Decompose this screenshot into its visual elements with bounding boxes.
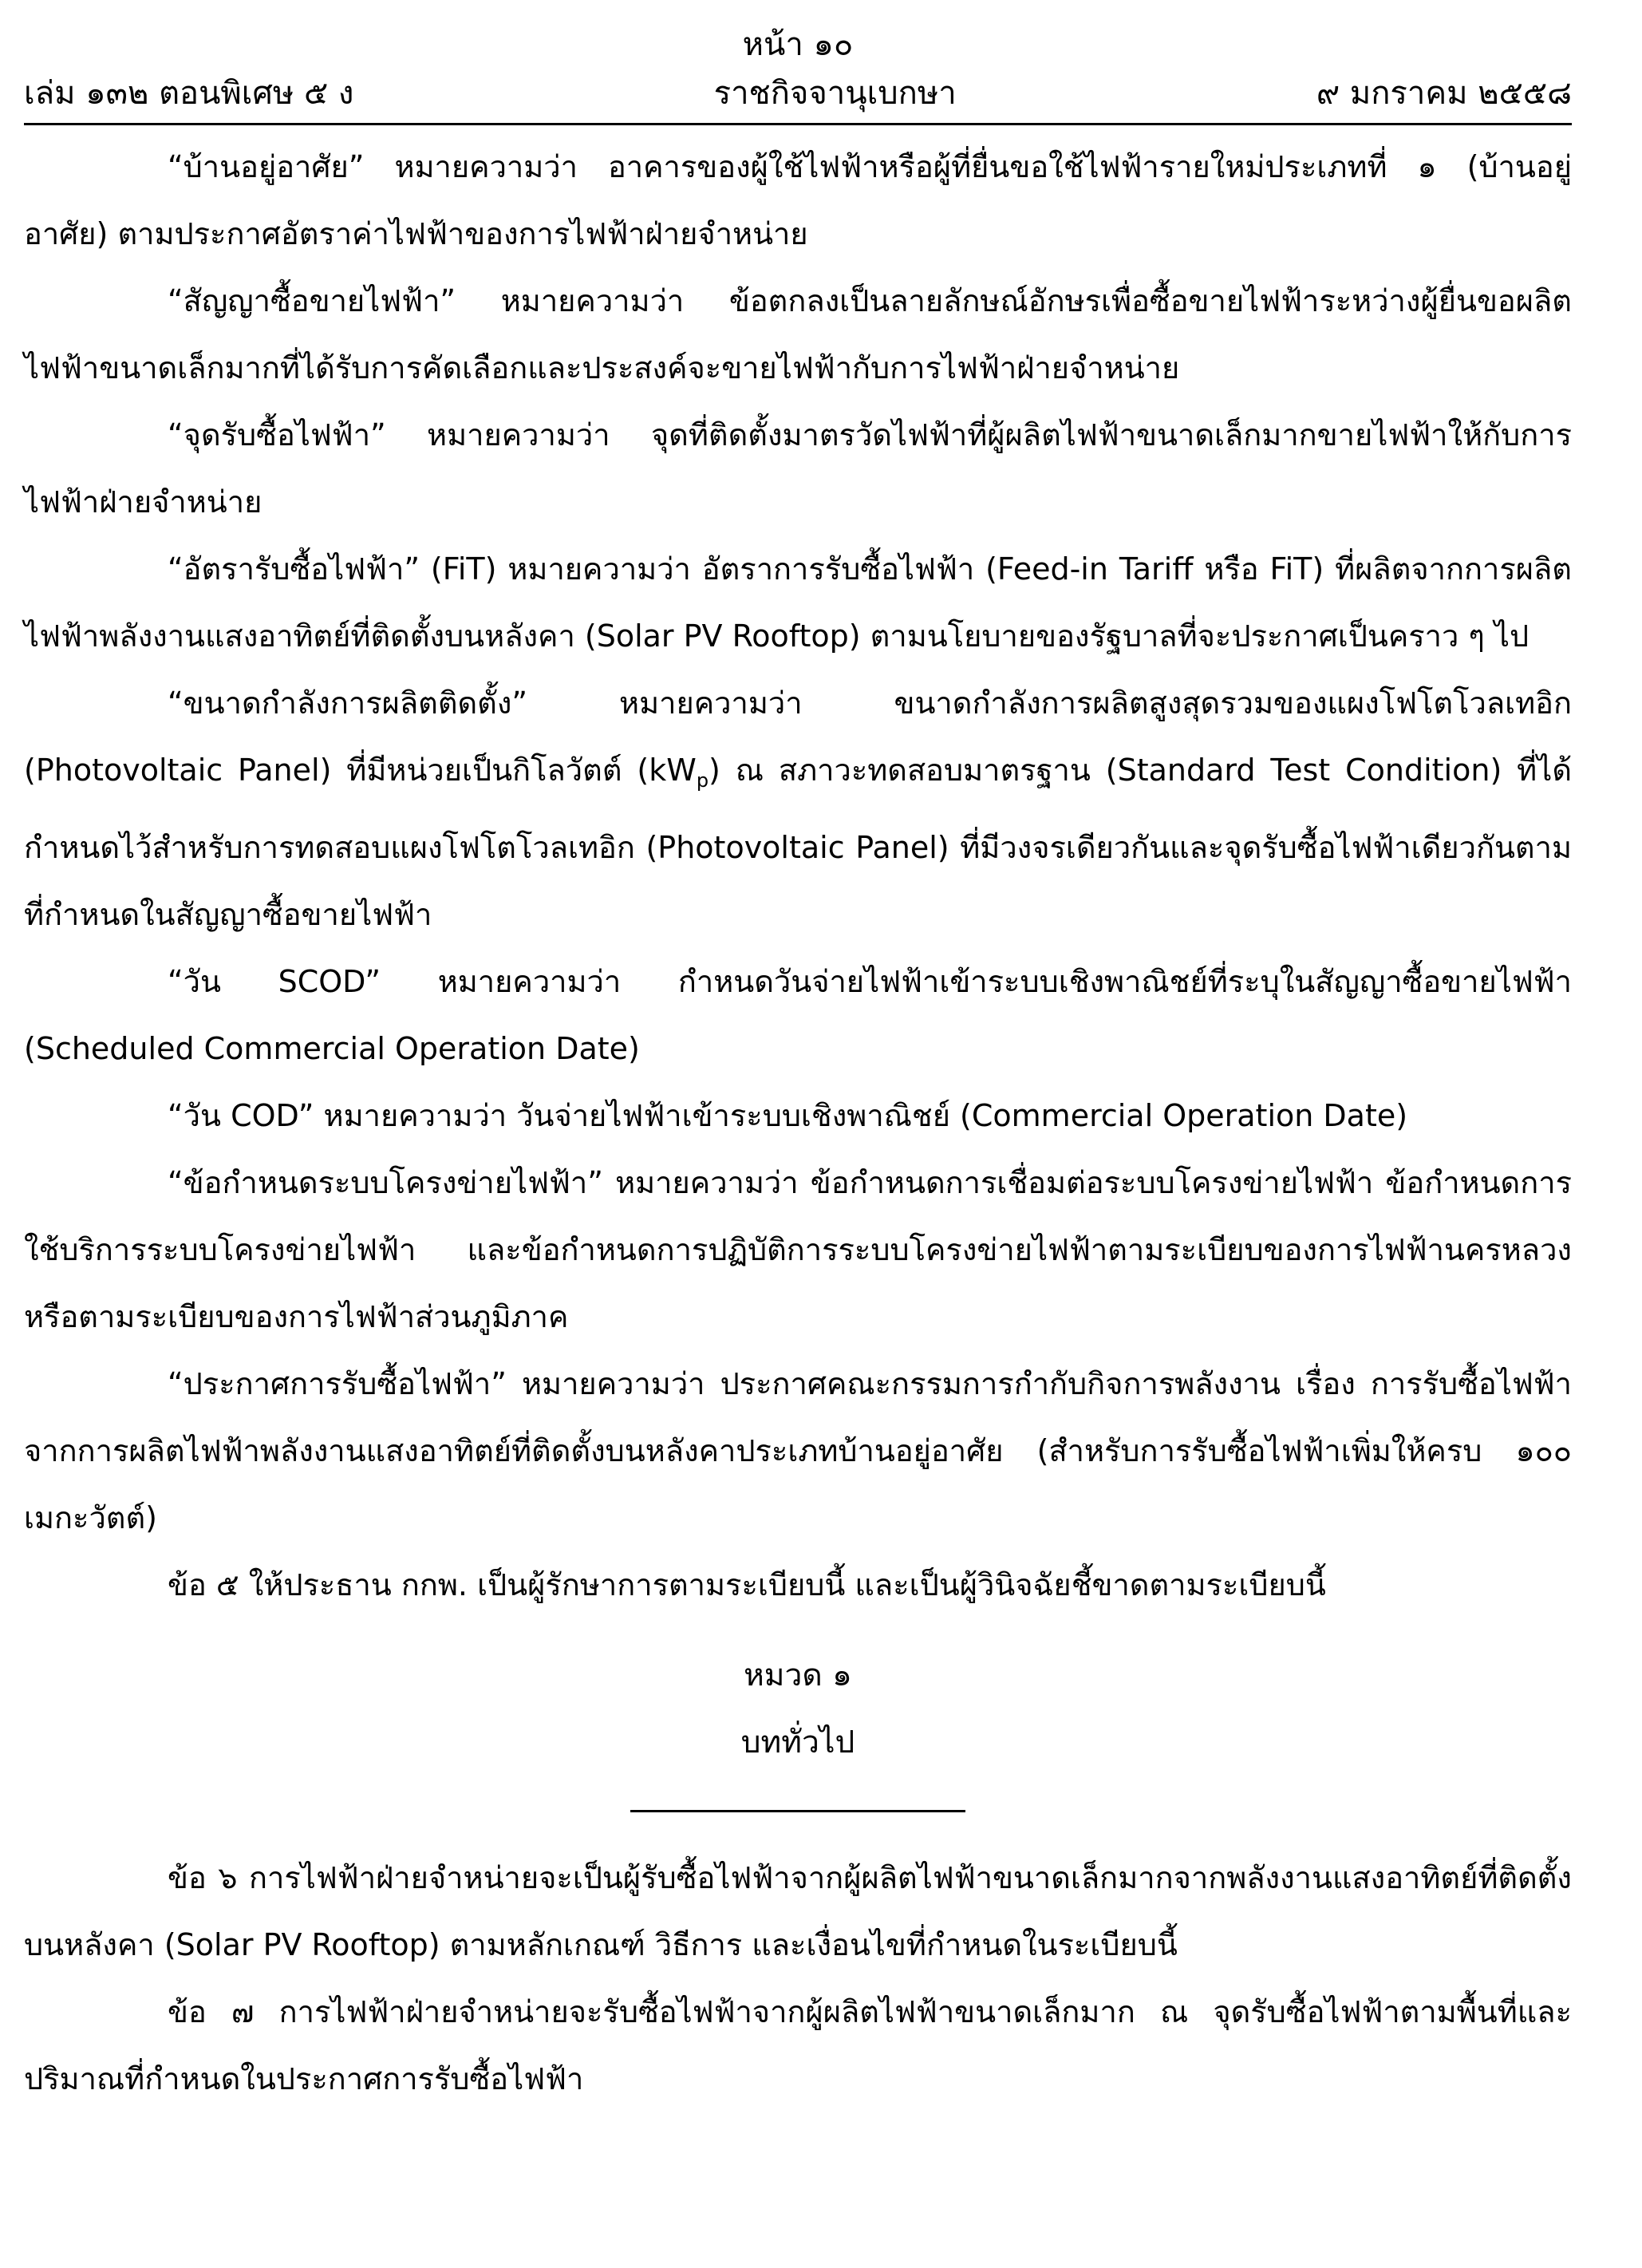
capacity-text-start: “ขนาดกำลังการผลิตติดตั้ง” หมายความว่า ขนาดกำลังการผลิตสูงสุดรวมของแผงโฟโตโวลเทอิก (Photovoltaic Panel) ที่มีหน่วยเป็นกิโลวัตต์ (kW	[24, 686, 1572, 788]
capacity-text-end: ) ณ สภาวะทดสอบมาตรฐาน (Standard Test Condition) ที่ได้กำหนดไว้สำหรับการทดสอบแผงโฟโตโวลเทอิก (Photovoltaic Panel) ที่มีวงจรเดียวกันและจุดรับซื้อไฟฟ้าเดียวกันตามที่กำหนดในสัญญาซื้อขายไฟฟ้า	[24, 753, 1573, 932]
chapter-number: หมวด ๑	[744, 1658, 852, 1693]
article-7: ข้อ ๗ การไฟฟ้าฝ่ายจำหน่ายจะรับซื้อไฟฟ้าจากผู้ผลิตไฟฟ้าขนาดเล็กมาก ณ จุดรับซื้อไฟฟ้าตามพื้นที่และปริมาณที่กำหนดในประกาศการรับซื้อไฟฟ้า	[24, 1994, 1572, 2096]
definition-purchase-announcement: “ประกาศการรับซื้อไฟฟ้า” หมายความว่า ประกาศคณะกรรมการกำกับกิจการพลังงาน เรื่อง การรับซื้อไฟฟ้าจากการผลิตไฟฟ้าพลังงานแสงอาทิตย์ที่ติดตั้งบนหลังคาประเภทบ้านอยู่อาศัย (สำหรับการรับซื้อไฟฟ้าเพิ่มให้ครบ ๑๐๐ เมกะวัตต์)	[24, 1366, 1572, 1535]
definition-residence: “บ้านอยู่อาศัย” หมายความว่า อาคารของผู้ใช้ไฟฟ้าหรือผู้ที่ยื่นขอใช้ไฟฟ้ารายใหม่ประเภทที่ ๑ (บ้านอยู่อาศัย) ตามประกาศอัตราค่าไฟฟ้าของการไฟฟ้าฝ่ายจำหน่าย	[24, 149, 1572, 251]
unit-subscript: p	[696, 769, 709, 792]
gazette-header	[24, 67, 1572, 120]
volume-issue: เล่ม ๑๓๒ ตอนพิเศษ ๕ ง	[24, 75, 354, 112]
gazette-page	[24, 22, 1572, 2112]
definition-installed-capacity	[24, 670, 1572, 948]
page-number: หน้า ๑๐	[742, 26, 854, 63]
article-5: ข้อ ๕ ให้ประธาน กกพ. เป็นผู้รักษาการตามระเบียบนี้ และเป็นผู้วินิจฉัยชี้ขาดตามระเบียบนี้	[168, 1567, 1326, 1602]
definition-metering-point: “จุดรับซื้อไฟฟ้า” หมายความว่า จุดที่ติดตั้งมาตรวัดไฟฟ้าที่ผู้ผลิตไฟฟ้าขนาดเล็กมากขายไฟฟ้าให้กับการไฟฟ้าฝ่ายจำหน่าย	[24, 417, 1572, 520]
chapter-divider	[630, 1810, 965, 1812]
definition-fit: “อัตรารับซื้อไฟฟ้า” (FiT) หมายความว่า อัตราการรับซื้อไฟฟ้า (Feed-in Tariff หรือ FiT) ที่ผลิตจากการผลิตไฟฟ้าพลังงานแสงอาทิตย์ที่ติดตั้งบนหลังคา (Solar PV Rooftop) ตามนโยบายของรัฐบาลที่จะประกาศเป็นคราว ๆ ไป	[24, 551, 1572, 654]
publication-date: ๙ มกราคม ๒๕๕๘	[1316, 75, 1572, 112]
header-divider	[24, 123, 1572, 125]
definition-cod: “วัน COD” หมายความว่า วันจ่ายไฟฟ้าเข้าระบบเชิงพาณิชย์ (Commercial Operation Date)	[168, 1098, 1408, 1133]
definition-ppa: “สัญญาซื้อขายไฟฟ้า” หมายความว่า ข้อตกลงเป็นลายลักษณ์อักษรเพื่อซื้อขายไฟฟ้าระหว่างผู้ยื่นขอผลิตไฟฟ้าขนาดเล็กมากที่ได้รับการคัดเลือกและประสงค์จะขายไฟฟ้ากับการไฟฟ้าฝ่ายจำหน่าย	[24, 283, 1572, 385]
gazette-title: ราชกิจจานุเบกษา	[713, 75, 957, 112]
article-6: ข้อ ๖ การไฟฟ้าฝ่ายจำหน่ายจะเป็นผู้รับซื้อไฟฟ้าจากผู้ผลิตไฟฟ้าขนาดเล็กมากจากพลังงานแสงอาทิตย์ที่ติดตั้งบนหลังคา (Solar PV Rooftop) ตามหลักเกณฑ์ วิธีการ และเงื่อนไขที่กำหนดในระเบียบนี้	[24, 1860, 1572, 1962]
chapter-title: บททั่วไป	[740, 1725, 855, 1760]
definition-scod: “วัน SCOD” หมายความว่า กำหนดวันจ่ายไฟฟ้าเข้าระบบเชิงพาณิชย์ที่ระบุในสัญญาซื้อขายไฟฟ้า (Scheduled Commercial Operation Date)	[24, 964, 1572, 1066]
chapter-heading	[24, 1642, 1572, 1776]
document-body	[24, 133, 1572, 2112]
definition-grid-code: “ข้อกำหนดระบบโครงข่ายไฟฟ้า” หมายความว่า ข้อกำหนดการเชื่อมต่อระบบโครงข่ายไฟฟ้า ข้อกำหนดการใช้บริการระบบโครงข่ายไฟฟ้า และข้อกำหนดการปฏิบัติการระบบโครงข่ายไฟฟ้าตามระเบียบของการไฟฟ้านครหลวงหรือตามระเบียบของการไฟฟ้าส่วนภูมิภาค	[24, 1165, 1572, 1334]
